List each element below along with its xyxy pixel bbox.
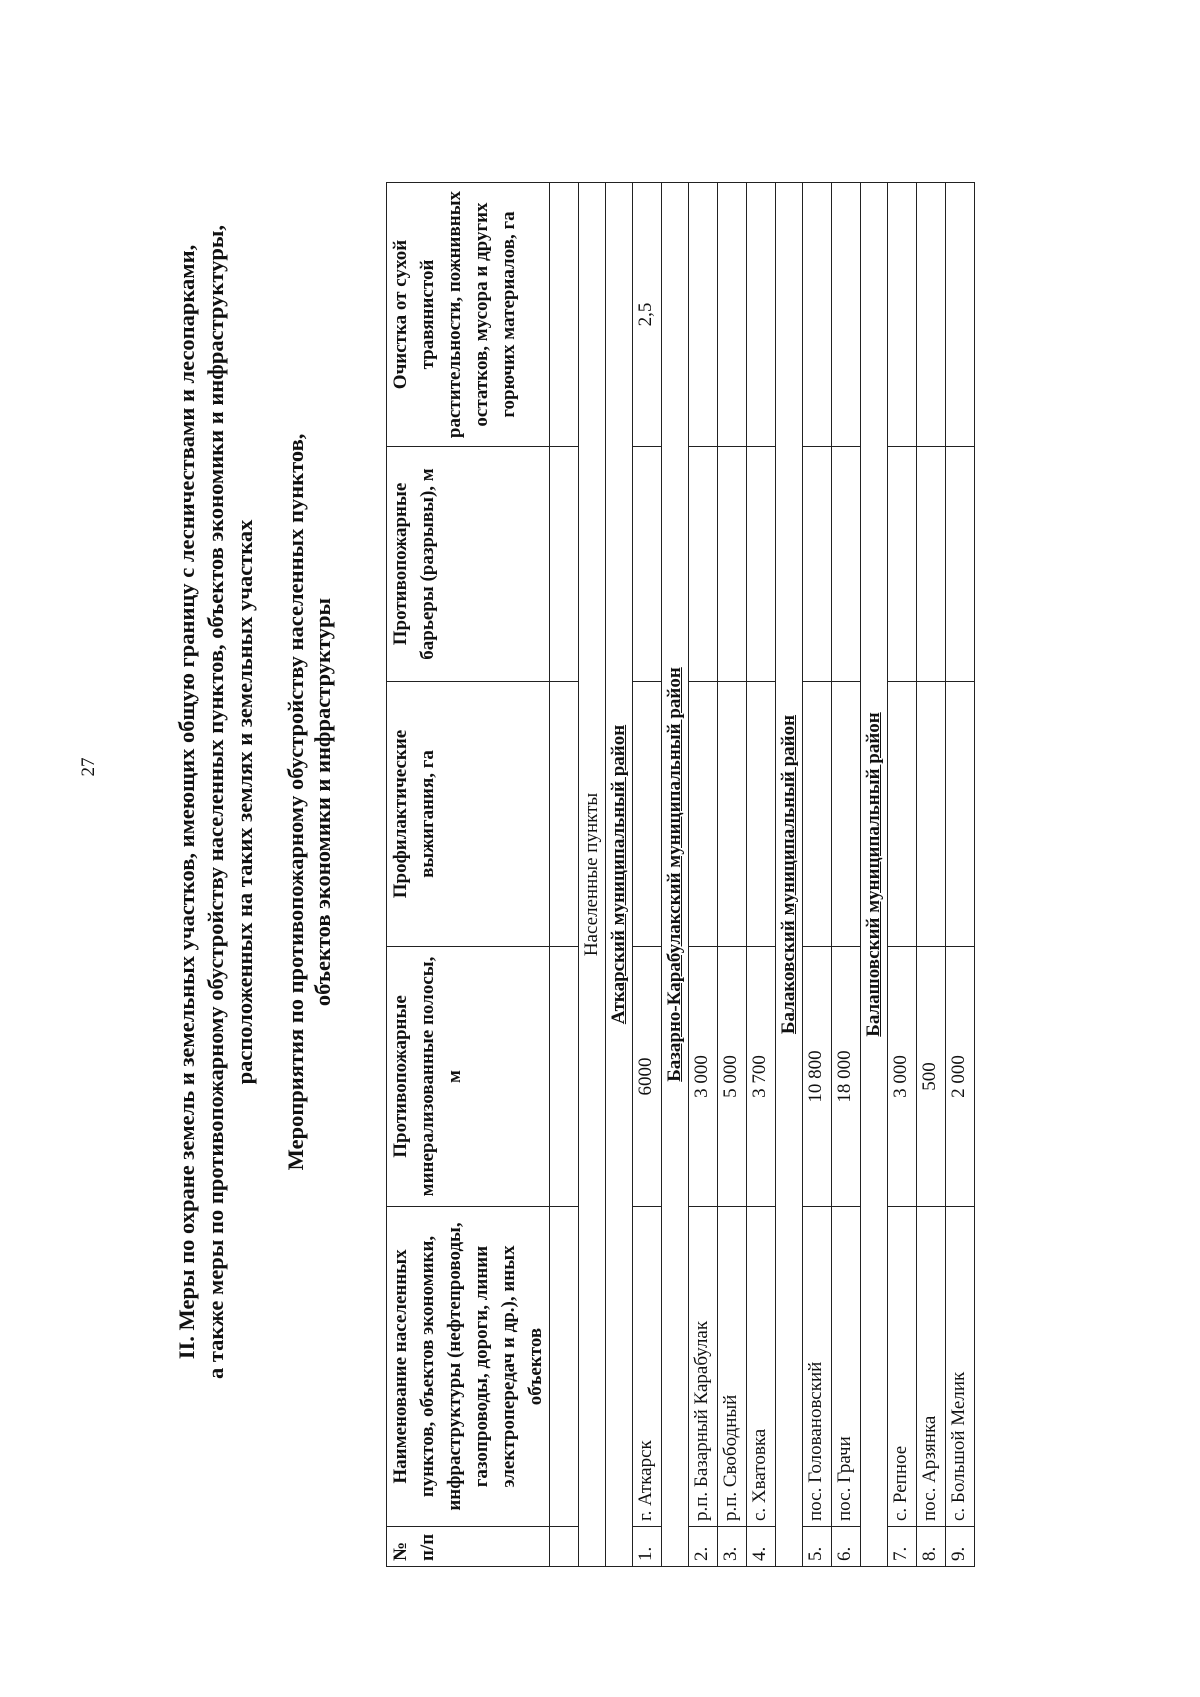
table-row: [946, 183, 975, 1567]
district-row: [776, 183, 803, 1567]
heading-line: расположенных на таких землях и земельных участках: [232, 519, 257, 1085]
row-preventive-burning: [946, 682, 975, 947]
heading-line: II. Меры по охране земель и земельных участков, имеющих общую границу с лесничествами и лесопарками,: [174, 244, 199, 1360]
row-object-name: с. Большой Мелик: [946, 1207, 975, 1527]
row-fire-barriers: [888, 447, 917, 682]
table-title: [282, 217, 336, 1387]
row-fire-barriers: [803, 447, 832, 682]
section-label: Населенные пункты: [579, 183, 606, 1567]
row-preventive-burning: [888, 682, 917, 947]
row-preventive-burning: [917, 682, 946, 947]
row-cleaning: [747, 183, 776, 447]
district-name: Балаковский муниципальный район: [776, 183, 803, 1567]
row-preventive-burning: [689, 682, 718, 947]
district-row: [861, 183, 888, 1567]
row-mineralized-strips: 3 700: [747, 947, 776, 1207]
row-preventive-burning: [633, 682, 662, 947]
district-row: [606, 183, 633, 1567]
row-number: 4.: [747, 1527, 776, 1567]
table-row: [888, 183, 917, 1567]
row-preventive-burning: [832, 682, 861, 947]
table-row: [917, 183, 946, 1567]
table-row: [718, 183, 747, 1567]
heading-line: а также меры по противопожарному обустройству населенных пунктов, объектов экономики и инфраструктуры,: [203, 224, 228, 1380]
row-object-name: с. Хватовка: [747, 1207, 776, 1527]
table-header-row: [387, 183, 550, 1567]
row-cleaning: [803, 183, 832, 447]
row-number: 9.: [946, 1527, 975, 1567]
header-fire-barriers: Противопожарные барьеры (разрывы), м: [387, 447, 550, 682]
table-row: [747, 183, 776, 1567]
header-object-name: Наименование населенных пунктов, объектов экономики, инфраструктуры (нефтепроводы, газопроводы, дороги, линии электропередач и др.), иных объектов: [387, 1207, 550, 1527]
row-fire-barriers: [946, 447, 975, 682]
row-preventive-burning: [718, 682, 747, 947]
row-fire-barriers: [689, 447, 718, 682]
row-number: 8.: [917, 1527, 946, 1567]
row-object-name: пос. Голованoвский: [803, 1207, 832, 1527]
header-cleaning: Очистка от сухой травянистой растительности, пожнивных остатков, мусора и других горючих материалов, га: [387, 183, 550, 447]
table-row: [689, 183, 718, 1567]
district-name: Аткарский муниципальный район: [606, 183, 633, 1567]
row-object-name: г. Аткарск: [633, 1207, 662, 1527]
row-fire-barriers: [832, 447, 861, 682]
table-spacer-row: [550, 183, 579, 1567]
row-object-name: р.п. Свободный: [718, 1207, 747, 1527]
row-fire-barriers: [633, 447, 662, 682]
district-name: Базарно-Карабулакский муниципальный район: [662, 183, 689, 1567]
row-cleaning: [917, 183, 946, 447]
row-number: 6.: [832, 1527, 861, 1567]
row-mineralized-strips: 10 800: [803, 947, 832, 1207]
row-cleaning: 2,5: [633, 183, 662, 447]
district-name: Балашовский муниципальный район: [861, 183, 888, 1567]
row-number: 3.: [718, 1527, 747, 1567]
row-mineralized-strips: 6000: [633, 947, 662, 1207]
section-heading: [172, 152, 259, 1452]
row-mineralized-strips: 18 000: [832, 947, 861, 1207]
row-cleaning: [888, 183, 917, 447]
row-mineralized-strips: 2 000: [946, 947, 975, 1207]
header-mineralized-strips: Противопожарные минерализованные полосы, м: [387, 947, 550, 1207]
table-body: [550, 183, 975, 1567]
row-number: 2.: [689, 1527, 718, 1567]
row-preventive-burning: [803, 682, 832, 947]
row-fire-barriers: [718, 447, 747, 682]
row-mineralized-strips: 5 000: [718, 947, 747, 1207]
row-number: 5.: [803, 1527, 832, 1567]
row-mineralized-strips: 3 000: [689, 947, 718, 1207]
header-preventive-burning: Профилактические выжигания, га: [387, 682, 550, 947]
table-row: [803, 183, 832, 1567]
title-line: Мероприятия по противопожарному обустройству населенных пунктов,: [283, 433, 308, 1171]
header-number: № п/п: [387, 1527, 550, 1567]
row-fire-barriers: [917, 447, 946, 682]
row-cleaning: [832, 183, 861, 447]
measures-table: [386, 182, 975, 1567]
section-row: [579, 183, 606, 1567]
table-row: [832, 183, 861, 1567]
district-row: [662, 183, 689, 1567]
row-mineralized-strips: 3 000: [888, 947, 917, 1207]
page-number: 27: [78, 757, 99, 777]
row-object-name: пос. Арзянка: [917, 1207, 946, 1527]
row-cleaning: [946, 183, 975, 447]
row-number: 7.: [888, 1527, 917, 1567]
row-mineralized-strips: 500: [917, 947, 946, 1207]
row-object-name: с. Репное: [888, 1207, 917, 1527]
row-cleaning: [718, 183, 747, 447]
row-object-name: пос. Грачи: [832, 1207, 861, 1527]
row-cleaning: [689, 183, 718, 447]
row-preventive-burning: [747, 682, 776, 947]
title-line: объектов экономики и инфраструктуры: [310, 597, 335, 1007]
table-row: [633, 183, 662, 1567]
row-number: 1.: [633, 1527, 662, 1567]
row-fire-barriers: [747, 447, 776, 682]
row-object-name: р.п. Базарный Карабулак: [689, 1207, 718, 1527]
